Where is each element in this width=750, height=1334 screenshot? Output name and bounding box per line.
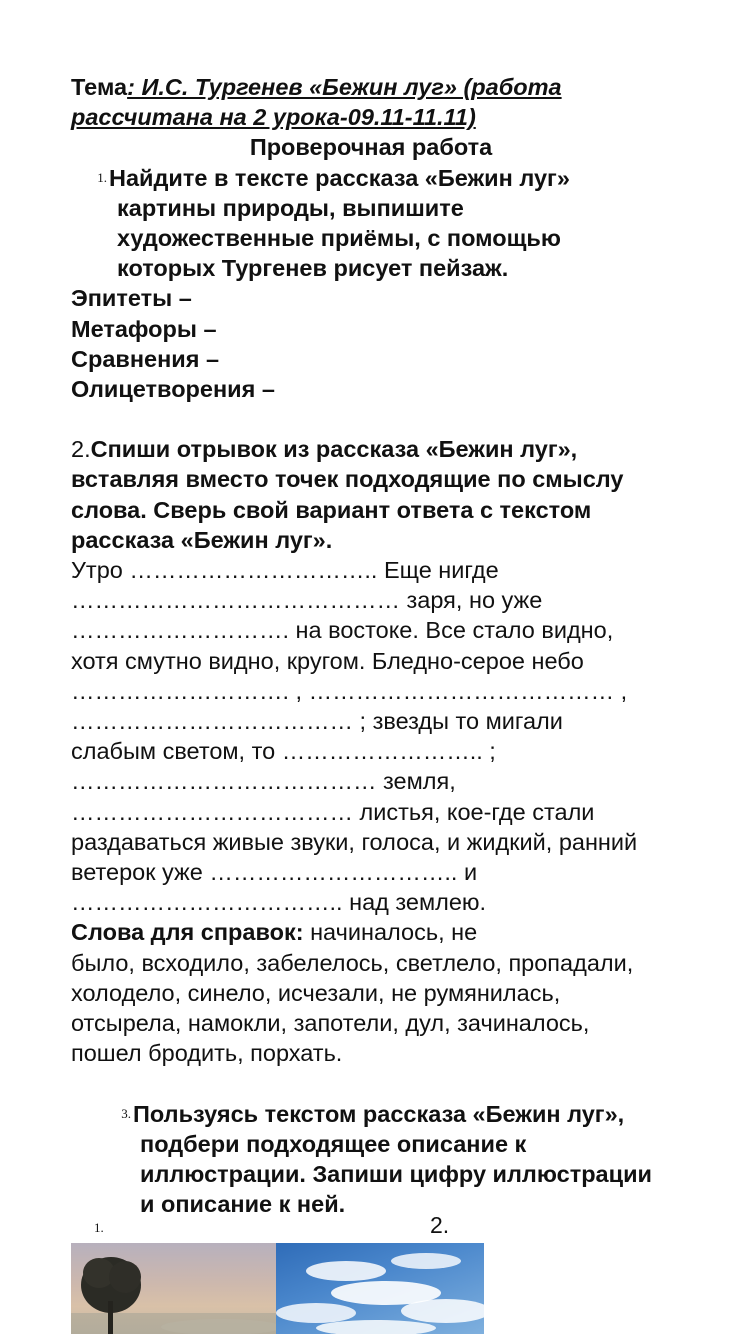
illustration-2-label: 2.: [430, 1212, 450, 1238]
task3-number: 3.: [121, 1105, 131, 1121]
illustration-2-image: [276, 1243, 484, 1334]
passage-line: …………………………………… заря, но уже: [71, 587, 543, 614]
task3-line: иллюстрации. Запиши цифру иллюстрации: [140, 1160, 652, 1187]
device-comparisons: Сравнения –: [71, 345, 220, 372]
reference-words-line: отсырела, намокли, запотели, дул, зачиналось,: [71, 1010, 590, 1037]
tree-at-dawn-picture: [71, 1243, 276, 1334]
task2-line: вставляя вместо точек подходящие по смыслу: [71, 466, 624, 493]
illustration-1-label: 1.: [94, 1220, 104, 1235]
task1-first-line: [71, 163, 711, 193]
task2-line: Спиши отрывок из рассказа «Бежин луг»,: [90, 436, 578, 463]
task2-number: 2.: [71, 436, 91, 463]
device-epithets: Эпитеты –: [71, 285, 192, 312]
task1-line: Найдите в тексте рассказа «Бежин луг»: [109, 164, 570, 191]
topic-line-1: [71, 72, 711, 102]
spacer: [71, 1069, 711, 1099]
document-body: [71, 72, 711, 1219]
task3-line: и описание к ней.: [140, 1191, 346, 1218]
topic-title-part1: : И.С. Тургенев «Бежин луг» (работа: [127, 74, 562, 100]
passage-line: ………………………. , ………………………………… ,: [71, 677, 628, 704]
illustration-labels: [94, 1212, 494, 1242]
passage-line: ………………………. на востоке. Все стало видно,: [71, 617, 614, 644]
reference-label: Слова для справок:: [71, 919, 304, 946]
passage-line: Утро ………………………….. Еще нигде: [71, 557, 499, 584]
passage-line: ………………………………… земля,: [71, 768, 456, 795]
task1-number: 1.: [97, 169, 107, 185]
task1-line: которых Тургенев рисует пейзаж.: [117, 255, 509, 282]
passage-line: ветерок уже ………………………….. и: [71, 859, 478, 886]
topic-line-2: рассчитана на 2 урока-09.11-11.11): [71, 104, 476, 131]
spacer: [71, 404, 711, 434]
reference-words-first-line: [71, 917, 711, 947]
task1-line: художественные приёмы, с помощью: [117, 225, 561, 252]
clouds-picture: [276, 1243, 484, 1334]
reference-words-line: пошел бродить, порхать.: [71, 1040, 343, 1067]
task3-line: подбери подходящее описание к: [140, 1130, 527, 1157]
task1-line: картины природы, выпишите: [117, 194, 464, 221]
topic-prefix: Тема: [71, 74, 128, 100]
device-metaphors: Метафоры –: [71, 315, 217, 342]
passage-line: …………………………….. над землею.: [71, 889, 487, 916]
reference-words: начиналось, не: [303, 919, 478, 946]
task2-first-line: [71, 434, 711, 464]
passage-line: ……………………………… ; звезды то мигали: [71, 708, 563, 735]
passage-line: слабым светом, то …………………….. ;: [71, 738, 496, 765]
passage-line: ……………………………… листья, кое-где стали: [71, 798, 595, 825]
reference-words-line: холодело, синело, исчезали, не румянилась,: [71, 979, 561, 1006]
task3-line: Пользуясь текстом рассказа «Бежин луг»,: [133, 1100, 625, 1127]
task2-line: слова. Сверь свой вариант ответа с текстом: [71, 496, 592, 523]
passage-line: раздаваться живые звуки, голоса, и жидкий, ранний: [71, 828, 638, 855]
illustration-1-image: [71, 1243, 276, 1334]
passage-line: хотя смутно видно, кругом. Бледно-серое небо: [71, 647, 584, 674]
reference-words-line: было, всходило, забелелось, светлело, пропадали,: [71, 949, 634, 976]
task3-first-line: [71, 1099, 711, 1129]
page-heading: Проверочная работа: [249, 134, 493, 161]
task2-line: рассказа «Бежин луг».: [71, 526, 333, 553]
device-personification: Олицетворения –: [71, 376, 275, 403]
